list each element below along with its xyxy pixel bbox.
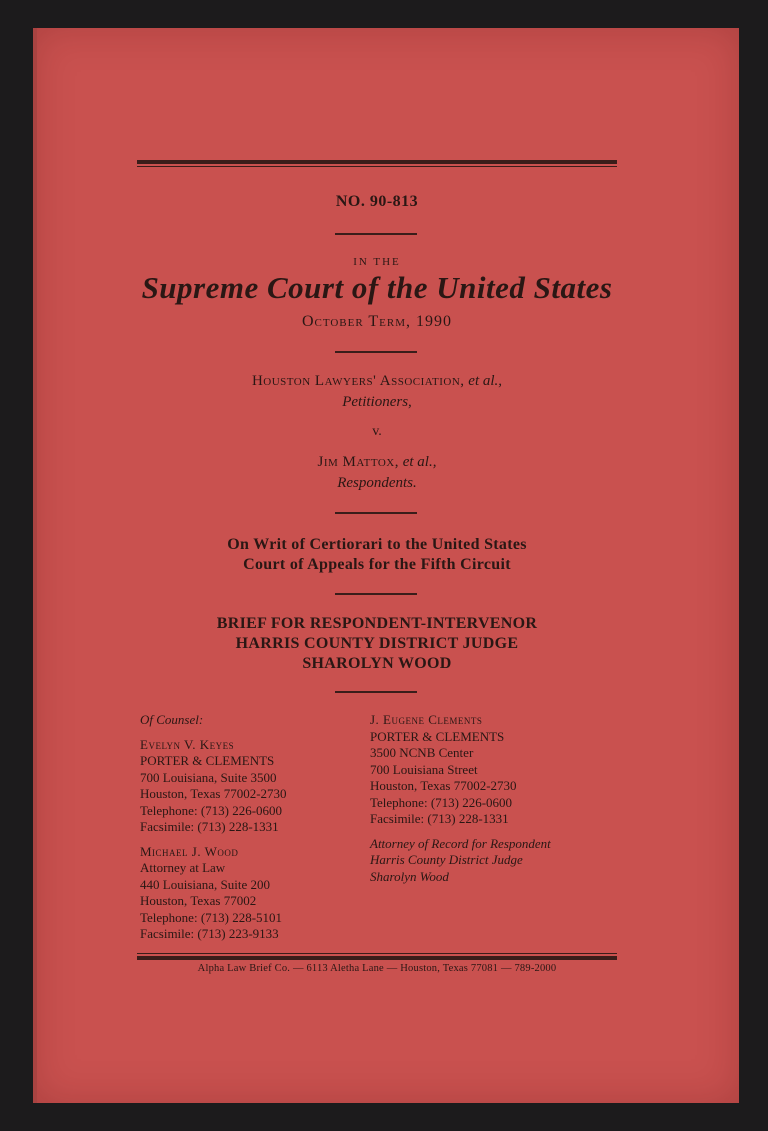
divider-rule bbox=[335, 351, 417, 353]
divider-rule bbox=[335, 691, 417, 693]
brief-title bbox=[137, 614, 617, 674]
attorney-line: Facsimile: (713) 223-9133 bbox=[140, 926, 279, 941]
attorney-line: Houston, Texas 77002 bbox=[140, 893, 257, 908]
writ-text bbox=[137, 535, 617, 575]
bottom-double-rule bbox=[137, 953, 617, 960]
attorney-line: Facsimile: (713) 228-1331 bbox=[140, 819, 279, 834]
term: October Term, 1990 bbox=[301, 313, 453, 330]
petitioner-et-al: et al., bbox=[468, 373, 503, 389]
attorney-block bbox=[140, 737, 360, 836]
petitioner-name: Houston Lawyers' Association, bbox=[251, 373, 465, 389]
petitioner-block bbox=[137, 371, 617, 413]
attorney-line: PORTER & CLEMENTS bbox=[370, 728, 505, 744]
attorney-name: Evelyn V. Keyes bbox=[140, 736, 235, 752]
top-double-rule bbox=[137, 160, 617, 167]
cover-spine-edge bbox=[33, 28, 37, 1103]
brief-title-line: SHAROLYN WOOD bbox=[302, 655, 452, 672]
respondent-et-al: et al., bbox=[402, 454, 437, 470]
respondent-role: Respondents. bbox=[337, 475, 417, 491]
attorney-name: J. Eugene Clements bbox=[370, 712, 483, 727]
attorney-line: Houston, Texas 77002-2730 bbox=[140, 786, 287, 801]
court-name: Supreme Court of the United States bbox=[141, 270, 613, 305]
versus: v. bbox=[372, 424, 382, 439]
attorney-line: PORTER & CLEMENTS bbox=[140, 753, 275, 768]
attorney-block bbox=[370, 712, 630, 828]
brief-title-line: BRIEF FOR RESPONDENT-INTERVENOR bbox=[216, 615, 538, 632]
in-the-label: IN THE bbox=[353, 256, 401, 268]
writ-line: On Writ of Certiorari to the United States bbox=[227, 536, 527, 553]
attorney-name: Michael J. Wood bbox=[140, 843, 239, 859]
divider-rule bbox=[335, 593, 417, 595]
attorney-line: Telephone: (713) 226-0600 bbox=[140, 802, 283, 818]
attorney-of-record-column bbox=[370, 712, 630, 893]
attorney-role bbox=[370, 836, 630, 886]
role-line: Sharolyn Wood bbox=[370, 868, 449, 884]
attorney-line: Attorney at Law bbox=[140, 860, 226, 875]
attorney-block bbox=[140, 844, 360, 943]
attorney-line: Facsimile: (713) 228-1331 bbox=[370, 811, 509, 826]
divider-rule bbox=[335, 233, 417, 235]
role-line: Attorney of Record for Respondent bbox=[370, 835, 551, 851]
respondent-block bbox=[137, 452, 617, 494]
role-line: Harris County District Judge bbox=[370, 852, 523, 867]
attorney-line: 440 Louisiana, Suite 200 bbox=[140, 876, 270, 892]
attorney-line: 700 Louisiana Street bbox=[370, 761, 478, 777]
of-counsel-heading: Of Counsel: bbox=[140, 712, 204, 727]
attorney-line: 3500 NCNB Center bbox=[370, 745, 474, 760]
petitioner-role: Petitioners, bbox=[342, 394, 412, 410]
attorney-line: 700 Louisiana, Suite 3500 bbox=[140, 769, 277, 785]
attorney-line: Telephone: (713) 226-0600 bbox=[370, 794, 513, 810]
writ-line: Court of Appeals for the Fifth Circuit bbox=[243, 556, 511, 573]
attorney-line: Houston, Texas 77002-2730 bbox=[370, 778, 517, 793]
attorney-line: Telephone: (713) 228-5101 bbox=[140, 909, 283, 925]
respondent-name: Jim Mattox, bbox=[317, 454, 399, 470]
case-number: NO. 90-813 bbox=[335, 193, 419, 210]
printer-footer: Alpha Law Brief Co. — 6113 Aletha Lane — Houston, Texas 77081 — 789-2000 bbox=[197, 963, 557, 974]
of-counsel-column bbox=[140, 712, 360, 951]
brief-title-line: HARRIS COUNTY DISTRICT JUDGE bbox=[235, 635, 519, 652]
divider-rule bbox=[335, 512, 417, 514]
